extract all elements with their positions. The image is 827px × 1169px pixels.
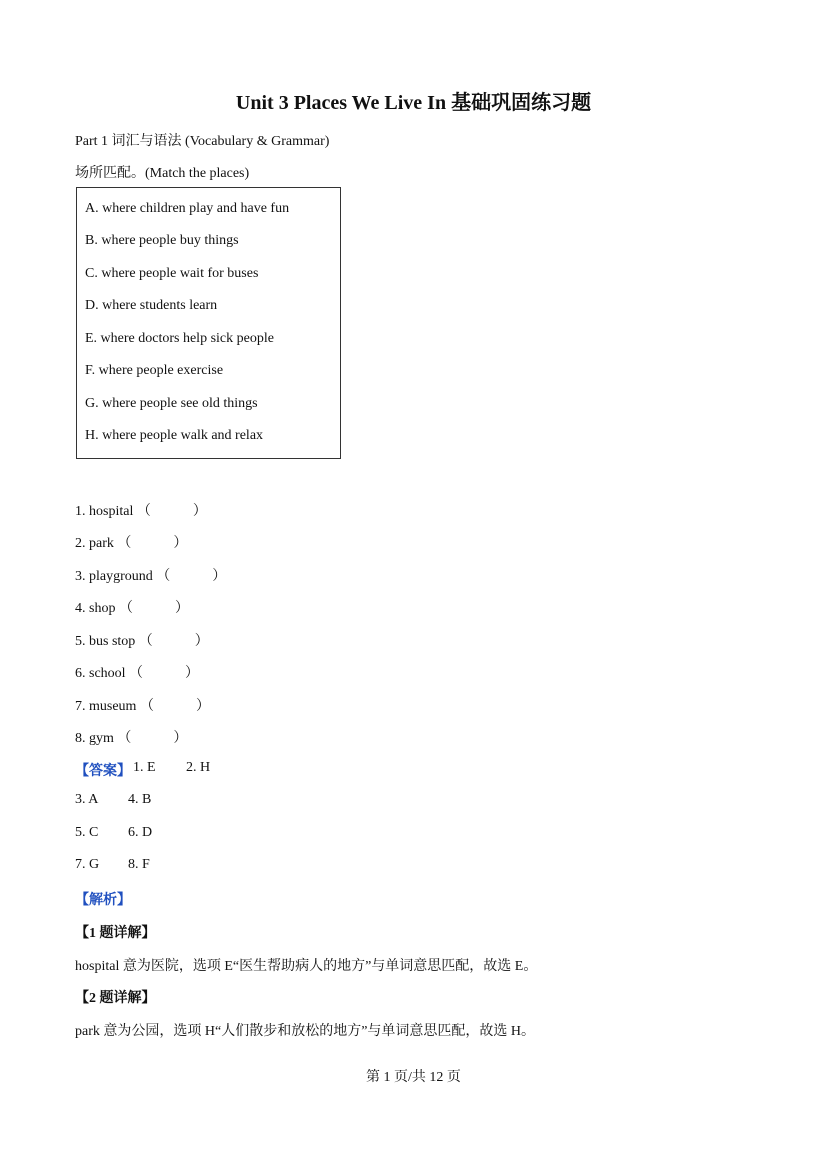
- option-e: E. where doctors help sick people: [85, 331, 274, 346]
- question-8: 8. gym （ ）: [75, 731, 188, 746]
- answer-1: 1. E: [133, 760, 156, 775]
- q1-detail-text: hospital 意为医院，选项 E“医生帮助病人的地方”与单词意思匹配，故选 E。: [75, 959, 538, 974]
- question-3: 3. playground （ ）: [75, 569, 227, 584]
- options-box: [76, 187, 341, 459]
- match-instruction: 场所匹配。(Match the places): [75, 166, 250, 181]
- answer-3: 3. A: [75, 792, 99, 807]
- answer-8: 8. F: [128, 857, 150, 872]
- option-c: C. where people wait for buses: [85, 266, 259, 281]
- q2-detail-text: park 意为公园，选项 H“人们散步和放松的地方”与单词意思匹配，故选 H。: [75, 1024, 536, 1039]
- question-1: 1. hospital （ ）: [75, 504, 207, 519]
- answer-2: 2. H: [186, 760, 211, 775]
- q1-detail-tag: 【1 题详解】: [75, 926, 156, 941]
- answer-6: 6. D: [128, 825, 153, 840]
- answer-4: 4. B: [128, 792, 152, 807]
- option-f: F. where people exercise: [85, 363, 224, 378]
- question-5: 5. bus stop （ ）: [75, 634, 209, 649]
- answer-7: 7. G: [75, 857, 100, 872]
- page-footer: 第 1 页/共 12 页: [366, 1070, 461, 1085]
- option-b: B. where people buy things: [85, 233, 239, 248]
- document-title: Unit 3 Places We Live In 基础巩固练习题: [235, 92, 592, 114]
- option-g: G. where people see old things: [85, 396, 258, 411]
- option-d: D. where students learn: [85, 298, 218, 313]
- answer-tag: 【答案】: [75, 764, 131, 779]
- answer-5: 5. C: [75, 825, 99, 840]
- part1-heading: Part 1 词汇与语法 (Vocabulary & Grammar): [75, 134, 330, 149]
- analysis-tag: 【解析】: [75, 893, 131, 908]
- q2-detail-tag: 【2 题详解】: [75, 991, 156, 1006]
- question-4: 4. shop （ ）: [75, 601, 189, 616]
- question-6: 6. school （ ）: [75, 666, 200, 681]
- option-a: A. where children play and have fun: [85, 201, 290, 216]
- option-h: H. where people walk and relax: [85, 428, 264, 443]
- question-2: 2. park （ ）: [75, 536, 188, 551]
- question-7: 7. museum （ ）: [75, 699, 210, 714]
